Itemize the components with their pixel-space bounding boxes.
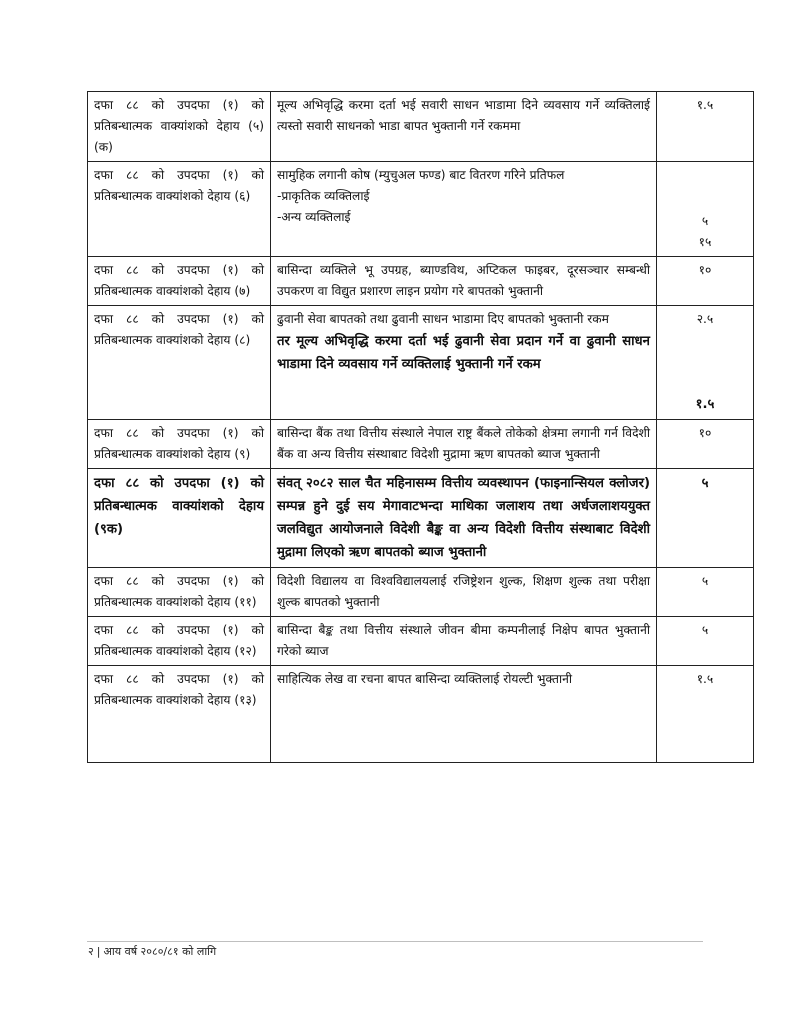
payment-description: मूल्य अभिवृद्धि करमा दर्ता भई सवारी साधन भाडामा दिने व्यवसाय गर्ने व्यक्तिलाई त्यस्तो सवारी साधनको भाडा बापत भुक्तानी गर्ने रकममा	[271, 92, 657, 162]
payment-description-cell	[271, 162, 657, 257]
tax-rate-cell	[657, 162, 754, 257]
payment-description: बासिन्दा बैङ्क तथा वित्तीय संस्थाले जीवन बीमा कम्पनीलाई निक्षेप बापत भुक्तानी गरेको ब्याज	[271, 617, 657, 666]
table-row	[88, 92, 754, 162]
tax-rate: १.५	[657, 666, 754, 763]
section-reference: दफा ८८ को उपदफा (१) को प्रतिबन्धात्मक वाक्यांशको देहाय (१३)	[88, 666, 271, 763]
footer-separator: |	[96, 945, 101, 958]
tax-rate: ५	[657, 469, 754, 568]
payment-description: बासिन्दा व्यक्तिले भू उपग्रह, ब्याण्डविथ, अप्टिकल फाइबर, दूरसञ्चार सम्बन्धी उपकरण वा विद्युत प्रशारण लाइन प्रयोग गरे बापतको भुक्तानी	[271, 257, 657, 306]
page-number: २	[88, 945, 94, 958]
section-reference: दफा ८८ को उपदफा (१) को प्रतिबन्धात्मक वाक्यांशको देहाय (५)(क)	[88, 92, 271, 162]
footer-divider	[87, 941, 703, 942]
section-reference: दफा ८८ को उपदफा (१) को प्रतिबन्धात्मक वाक्यांशको देहाय (९)	[88, 420, 271, 469]
tax-rate: ५	[657, 617, 754, 666]
section-reference: दफा ८८ को उपदफा (१) को प्रतिबन्धात्मक वाक्यांशको देहाय (७)	[88, 257, 271, 306]
section-reference: दफा ८८ को उपदफा (१) को प्रतिबन्धात्मक वाक्यांशको देहाय (८)	[88, 306, 271, 420]
payment-description-cell	[271, 306, 657, 420]
tax-rate-natural-person: ५	[701, 214, 709, 228]
payment-description: साहित्यिक लेख वा रचना बापत बासिन्दा व्यक्तिलाई रोयल्टी भुक्तानी	[271, 666, 657, 763]
table-row	[88, 257, 754, 306]
page-footer	[88, 945, 216, 959]
payment-description: बासिन्दा बैंक तथा वित्तीय संस्थाले नेपाल राष्ट्र बैंकले तोकेको क्षेत्रमा लगानी गर्न विदेशी बैंक वा अन्य वित्तीय संस्थाबाट विदेशी मुद्रामा ऋण बापतको ब्याज भुक्तानी	[271, 420, 657, 469]
payment-description: ढुवानी सेवा बापतको तथा ढुवानी साधन भाडामा दिए बापतको भुक्तानी रकम	[277, 312, 609, 326]
tax-rate: १०	[657, 420, 754, 469]
proviso-text: तर मूल्य अभिवृद्धि करमा दर्ता भई ढुवानी सेवा प्रदान गर्ने वा ढुवानी साधन भाडामा दिने व्यवसाय गर्ने व्यक्तिलाई भुक्तानी गर्ने रकम	[277, 334, 650, 372]
tax-rate: ५	[657, 568, 754, 617]
sub-item-natural-person: -प्राकृतिक व्यक्तिलाई	[277, 189, 370, 203]
table-row	[88, 469, 754, 568]
payment-description: संवत् २०८२ साल चैत महिनासम्म वित्तीय व्यवस्थापन (फाइनान्सियल क्लोजर) सम्पन्न हुने दुई सय मेगावाटभन्दा माथिका जलाशय तथा अर्धजलाशययुक्त जलविद्युत आयोजनाले विदेशी बैङ्क वा अन्य विदेशी वित्तीय संस्थाबाट विदेशी मुद्रामा लिएको ऋण बापतको ब्याज भुक्तानी	[271, 469, 657, 568]
sub-item-other-person: -अन्य व्यक्तिलाई	[277, 210, 351, 224]
spacer	[663, 351, 747, 372]
spacer	[663, 330, 747, 351]
table-row	[88, 617, 754, 666]
spacer	[663, 165, 747, 211]
spacer	[663, 372, 747, 393]
table-row	[88, 666, 754, 763]
section-reference: दफा ८८ को उपदफा (१) को प्रतिबन्धात्मक वाक्यांशको देहाय (६)	[88, 162, 271, 257]
footer-text: आय वर्ष २०८०/८१ को लागि	[103, 945, 217, 958]
table-row	[88, 420, 754, 469]
section-reference: दफा ८८ को उपदफा (१) को प्रतिबन्धात्मक वाक्यांशको देहाय (९क)	[88, 469, 271, 568]
table-row	[88, 162, 754, 257]
table-row	[88, 568, 754, 617]
tax-rate: १.५	[657, 92, 754, 162]
section-reference: दफा ८८ को उपदफा (१) को प्रतिबन्धात्मक वाक्यांशको देहाय (११)	[88, 568, 271, 617]
tax-rate-table	[87, 91, 754, 763]
payment-description: सामुहिक लगानी कोष (म्युचुअल फण्ड) बाट वितरण गरिने प्रतिफल	[277, 168, 565, 182]
tax-rate-vat-registered: १.५	[695, 397, 715, 412]
section-reference: दफा ८८ को उपदफा (१) को प्रतिबन्धात्मक वाक्यांशको देहाय (१२)	[88, 617, 271, 666]
tax-rate: १०	[657, 257, 754, 306]
tax-rate-cell	[657, 306, 754, 420]
tax-rate-other-person: १५	[698, 235, 712, 249]
tax-rate-transport: २.५	[696, 312, 714, 326]
payment-description: विदेशी विद्यालय वा विश्वविद्यालयलाई रजिष्ट्रेशन शुल्क, शिक्षण शुल्क तथा परीक्षा शुल्क बापतको भुक्तानी	[271, 568, 657, 617]
table-row	[88, 306, 754, 420]
